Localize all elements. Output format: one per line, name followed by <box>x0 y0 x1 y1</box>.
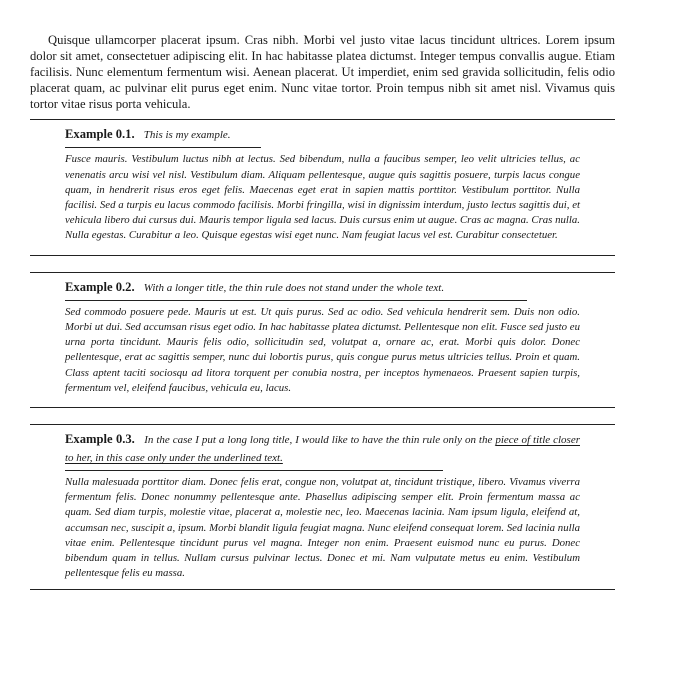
example-0-3 <box>30 424 615 590</box>
example-label: Example 0.3. <box>65 431 135 446</box>
example-text: Nulla malesuada porttitor diam. Donec felis erat, congue non, volutpat at, tincidunt tristique, libero. Vivamus viverra fermentum felis. Donec nonummy pellentesque ante. Phasellus adipiscing semper elit. Proin fermentum massa ac quam. Sed diam turpis, molestie vitae, placerat a, molestie nec, leo. Maecenas lacinia. Nam ipsum ligula, eleifend at, accumsan nec, suscipit a, ipsum. Morbi blandit ligula feugiat magna. Nunc eleifend consequat lorem. Sed lacinia nulla vitae enim. Pellentesque tincidunt purus vel magna. Integer non enim. Praesent euismod nunc eu purus. Donec bibendum quam in tellus. Nullam cursus pulvinar lectus. Donec et mi. Nam vulputate metus eu enim. Vestibulum pellentesque felis eu massa. <box>65 475 580 580</box>
example-title <box>65 431 580 464</box>
example-bottom-rule <box>30 589 615 590</box>
example-heading <box>65 425 580 467</box>
example-text: Sed commodo posuere pede. Mauris ut est. Ut quis purus. Sed ac odio. Sed vehicula hendrerit sem. Duis non odio. Morbi ut dui. Sed accumsan risus eget odio. In hac habitasse platea dictumst. Pellentesque non elit. Fusce sed justo eu urna porta tincidunt. Mauris felis odio, sollicitudin sed, volutpat a, ornare ac, erat. Morbi quis dolor. Donec pellentesque, erat ac sagittis semper, nunc dui lobortis purus, quis congue purus metus ultricies tellus. Proin et quam. Class aptent taciti sociosqu ad litora torquent per conubia nostra, per inceptos hymenaeos. Praesent sapien turpis, fermentum vel, eleifend faucibus, vehicula eu, lacus. <box>65 305 580 394</box>
example-label: Example 0.2. <box>65 279 135 294</box>
example-title-start: In the case I put a long long title, I would like to have the thin rule only on the <box>144 433 493 446</box>
example-bottom-rule <box>30 255 615 256</box>
example-0-2 <box>30 272 615 408</box>
example-0-1 <box>30 119 615 255</box>
example-title-underlined: piece of title closer to her, in this case only under the underlined text. <box>65 433 580 464</box>
example-text: Fusce mauris. Vestibulum luctus nibh at lectus. Sed bibendum, nulla a faucibus semper, leo velit ultricies tellus, ac venenatis arcu wisi vel nisl. Vestibulum diam. Aliquam pellentesque, augue quis sagittis posuere, turpis lacus congue quam, in hendrerit risus eros eget felis. Maecenas eget erat in sapien mattis porttitor. Vestibulum porttitor. Nulla facilisi. Sed a turpis eu lacus commodo facilisis. Morbi fringilla, wisi in dignissim interdum, justo lectus sagittis dui, et vehicula libero dui cursus dui. Mauris tempor ligula sed lacus. Duis cursus enim ut augue. Cras ac magna. Cras nulla. Nulla egestas. Curabitur a leo. Quisque egestas wisi eget nunc. Nam feugiat lacus vel est. Curabitur consectetuer. <box>65 153 580 242</box>
example-heading <box>65 273 580 297</box>
page <box>30 32 615 590</box>
example-title: This is my example. <box>143 129 231 142</box>
example-heading <box>65 120 580 144</box>
intro-paragraph: Quisque ullamcorper placerat ipsum. Cras nibh. Morbi vel justo vitae lacus tincidunt ultrices. Lorem ipsum dolor sit amet, consectetuer adipiscing elit. In hac habitasse platea dictumst. Integer tempus convallis augue. Etiam facilisis. Nunc elementum fermentum wisi. Aenean placerat. Ut imperdiet, enim sed gravida sollicitudin, felis odio placerat quam, ac pulvinar elit purus eget enim. Nunc vitae tortor. Proin tempus nibh sit amet nisl. Vivamus quis tortor vitae risus porta vehicula. <box>30 33 615 112</box>
example-bottom-rule <box>30 407 615 408</box>
example-label: Example 0.1. <box>65 127 135 142</box>
example-title: With a longer title, the thin rule does not stand under the whole text. <box>143 281 445 294</box>
